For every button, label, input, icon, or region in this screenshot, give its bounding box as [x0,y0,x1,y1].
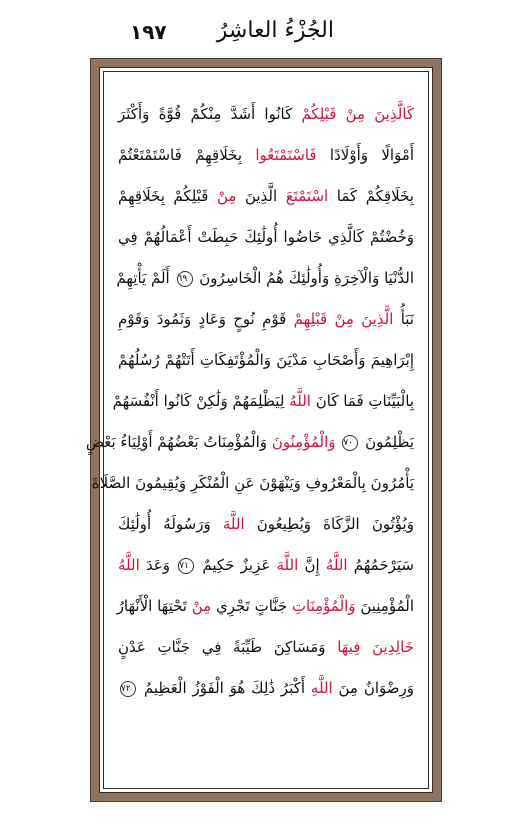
verse-text: وَخُضْتُمْ كَالَّذِي خَاضُوا أُولَٰئِكَ حَبِطَتْ أَعْمَالُهُمْ فِي [118,228,414,246]
highlighted-word: وَالْمُؤْمِنَاتِ [291,597,356,615]
frame-border [85,67,433,793]
verse-text: تَحْتِهَا الْأَنْهَارُ [116,597,187,615]
quran-line-7 [118,340,414,381]
quran-line-14 [118,627,414,668]
ayah-number-marker: ٧٠ [342,435,358,451]
quran-line-15 [118,668,414,709]
highlighted-word: مِنْ [216,187,237,205]
verse-text: وَيُؤْتُونَ الزَّكَاةَ وَيُطِيعُونَ [256,515,414,533]
verse-text: وَالْمُؤْمِنَاتُ بَعْضُهُمْ أَوْلِيَاءُ بَعْضٍ [85,433,268,451]
quran-text [85,94,414,709]
verse-text: سَيَرْحَمُهُمُ [353,556,414,574]
quran-line-2 [118,135,414,176]
highlighted-word: اللَّهُ [325,556,348,574]
verse-text: جَنَّاتٍ تَجْرِي [215,597,288,615]
highlighted-word: وَالْمُؤْمِنُونَ [271,433,336,451]
quran-line-12 [118,545,414,586]
quran-line-13 [118,586,414,627]
highlighted-word: اللَّهَ [222,515,245,533]
page-number: ١٩٧ [130,20,167,44]
verse-text: وَرِضْوَانٌ مِنَ [338,679,414,697]
verse-text: نَبَأُ [400,310,414,328]
verse-text: أَلَمْ يَأْتِهِمْ [116,269,170,287]
verse-text: الَّذِينَ [244,187,278,205]
highlighted-word: فَاسْتَمْتَعُوا [255,146,317,164]
highlighted-word: مِنْ [191,597,212,615]
quran-line-3 [118,176,414,217]
quran-line-8 [112,381,414,422]
text-panel [85,71,429,789]
highlighted-word: اللَّهِ [310,679,333,697]
ayah-number-marker: ٧١ [178,558,194,574]
verse-text: إِبْرَاهِيمَ وَأَصْحَابِ مَدْيَنَ وَالْمُؤْتَفِكَاتِ أَتَتْهُمْ رُسُلُهُمْ [118,351,414,369]
highlighted-word: اللَّهُ [289,392,311,410]
quran-line-11 [118,504,414,545]
verse-text: يَظْلِمُونَ [365,433,414,451]
verse-text: الْمُؤْمِنِينَ [360,597,414,615]
page-frame [85,58,442,802]
highlighted-word: الَّذِينَ مِنْ قَبْلِهِمْ [293,310,394,328]
highlighted-word: اللَّهُ [118,556,140,574]
verse-text: إِنَّ [304,556,320,574]
highlighted-word: خَالِدِينَ فِيهَا [337,638,414,656]
page-header [84,14,454,54]
verse-text: أَكْبَرُ ذَٰلِكَ هُوَ الْفَوْزُ الْعَظِيمُ [143,679,306,697]
verse-text: وَعَدَ [145,556,171,574]
quran-line-1 [118,94,414,135]
quran-line-9 [85,422,414,463]
verse-text: بِخَلَاقِكُمْ كَمَا [336,187,414,205]
quran-line-10 [91,463,414,504]
verse-text: كَانُوا أَشَدَّ مِنْكُمْ قُوَّةً وَأَكْثَرَ [118,105,293,123]
highlighted-word: اللَّهَ [276,556,299,574]
verse-text: يَأْمُرُونَ بِالْمَعْرُوفِ وَيَنْهَوْنَ عَنِ الْمُنْكَرِ وَيُقِيمُونَ الصَّلَاةَ [91,474,414,492]
verse-text: قَبْلِكُمْ بِخَلَاقِهِمْ [118,187,209,205]
ayah-number-marker: ٦٩ [177,271,193,287]
highlighted-word: اسْتَمْتَعَ [285,187,329,205]
verse-text: وَمَسَاكِنَ طَيِّبَةً فِي جَنَّاتِ عَدْنٍ [118,638,326,656]
verse-text: الدُّنْيَا وَالْآخِرَةِ وَأُولَٰئِكَ هُمُ الْخَاسِرُونَ [199,269,414,287]
verse-text: لِيَظْلِمَهُمْ وَلَٰكِنْ كَانُوا أَنْفُسَهُمْ [112,392,285,410]
verse-text: بِالْبَيِّنَاتِ فَمَا كَانَ [315,392,414,410]
quran-line-4 [118,217,414,258]
verse-text: قَوْمِ نُوحٍ وَعَادٍ وَثَمُودَ وَقَوْمِ [118,310,287,328]
verse-text: بِخَلَاقِهِمْ فَاسْتَمْتَعْتُمْ [118,146,243,164]
quran-line-5 [118,258,414,299]
ayah-number-marker: ٧٢ [120,681,136,697]
verse-text: أَمْوَالًا وَأَوْلَادًا [329,146,414,164]
quran-line-6 [118,299,414,340]
juz-title: الجُزْءُ العاشِرُ [216,18,334,43]
verse-text: وَرَسُولَهُ أُولَٰئِكَ [118,515,211,533]
verse-text: عَزِيزٌ حَكِيمٌ [202,556,271,574]
highlighted-word: كَالَّذِينَ مِنْ قَبْلِكُمْ [301,105,414,123]
